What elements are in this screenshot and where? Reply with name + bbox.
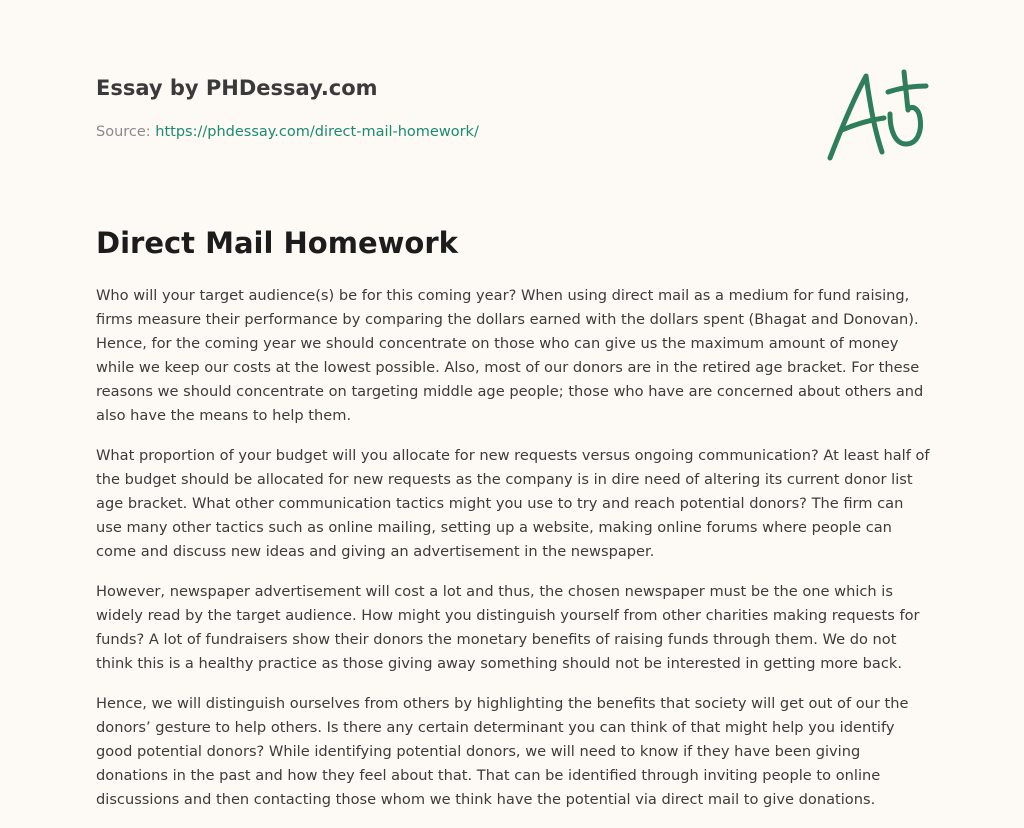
article-body	[96, 284, 932, 828]
a-plus-grade-icon	[818, 66, 930, 166]
article-title: Direct Mail Homework	[96, 226, 458, 260]
article-paragraph: Hence, we will distinguish ourselves from others by highlighting the benefits that society will get out of our the donors’ gesture to help others. Is there any certain determinant you can think of that might help you identify good potential donors? While identifying potential donors, we will need to know if they have been giving donations in the past and how they feel about that. That can be identified through inviting people to online discussions and then contacting those whom we think have the potential via direct mail to give donations.	[96, 695, 909, 808]
brand-title: Essay by PHDessay.com	[96, 76, 378, 100]
article-paragraph: However, newspaper advertisement will cost a lot and thus, the chosen newspaper must be the one which is widely read by the target audience. How might you distinguish yourself from other charities making requests for funds? A lot of fundraisers show their donors the monetary benefits of raising funds through them. We do not think this is a healthy practice as those giving away something should not be interested in getting more back.	[96, 583, 920, 672]
source-line	[96, 124, 479, 140]
article-paragraph: Who will your target audience(s) be for this coming year? When using direct mail as a medium for fund raising, firms measure their performance by comparing the dollars earned with the dollars spent (Bhagat and Donovan). Hence, for the coming year we should concentrate on those who can give us the maximum amount of money while we keep our costs at the lowest possible. Also, most of our donors are in the retired age bracket. For these reasons we should concentrate on targeting middle age people; those who have are concerned about others and also have the means to help them.	[96, 287, 924, 424]
source-link[interactable]: https://phdessay.com/direct-mail-homework/	[155, 124, 479, 140]
source-label: Source:	[96, 124, 151, 140]
article-paragraph: What proportion of your budget will you allocate for new requests versus ongoing communication? At least half of the budget should be allocated for new requests as the company is in dire need of altering its current donor list age bracket. What other communication tactics might you use to try and reach potential donors? The firm can use many other tactics such as online mailing, setting up a website, making online forums where people can come and discuss new ideas and giving an advertisement in the newspaper.	[96, 447, 930, 560]
